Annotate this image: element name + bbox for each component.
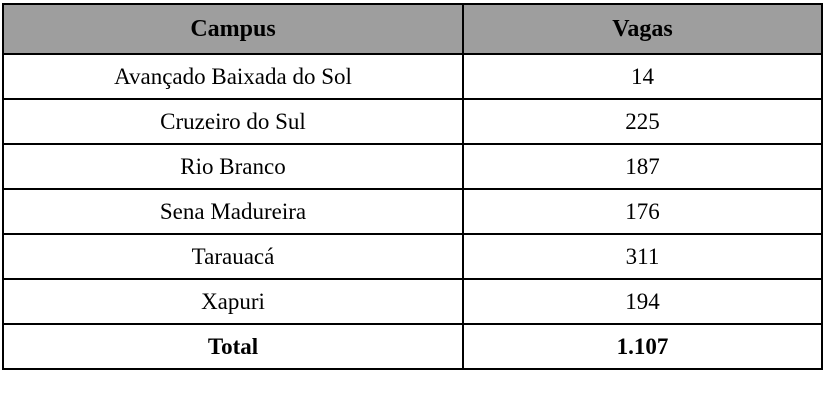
document-page	[0, 3, 823, 404]
cell-vagas: 14	[463, 54, 822, 99]
cell-campus: Tarauacá	[3, 234, 463, 279]
cell-campus: Xapuri	[3, 279, 463, 324]
column-header-vagas: Vagas	[463, 4, 822, 54]
cell-campus: Cruzeiro do Sul	[3, 99, 463, 144]
cell-total-vagas: 1.107	[463, 324, 822, 369]
table-body	[3, 54, 822, 369]
cell-total-label: Total	[3, 324, 463, 369]
table-row	[3, 189, 822, 234]
table-row	[3, 279, 822, 324]
table-row	[3, 99, 822, 144]
cell-campus: Avançado Baixada do Sol	[3, 54, 463, 99]
vagas-table	[2, 3, 823, 370]
cell-vagas: 176	[463, 189, 822, 234]
table-header	[3, 4, 822, 54]
cell-vagas: 311	[463, 234, 822, 279]
cell-vagas: 194	[463, 279, 822, 324]
column-header-campus: Campus	[3, 4, 463, 54]
table-row	[3, 234, 822, 279]
cell-campus: Sena Madureira	[3, 189, 463, 234]
cell-campus: Rio Branco	[3, 144, 463, 189]
cell-vagas: 225	[463, 99, 822, 144]
table-total-row	[3, 324, 822, 369]
table-row	[3, 54, 822, 99]
table-row	[3, 144, 822, 189]
table-header-row	[3, 4, 822, 54]
cell-vagas: 187	[463, 144, 822, 189]
